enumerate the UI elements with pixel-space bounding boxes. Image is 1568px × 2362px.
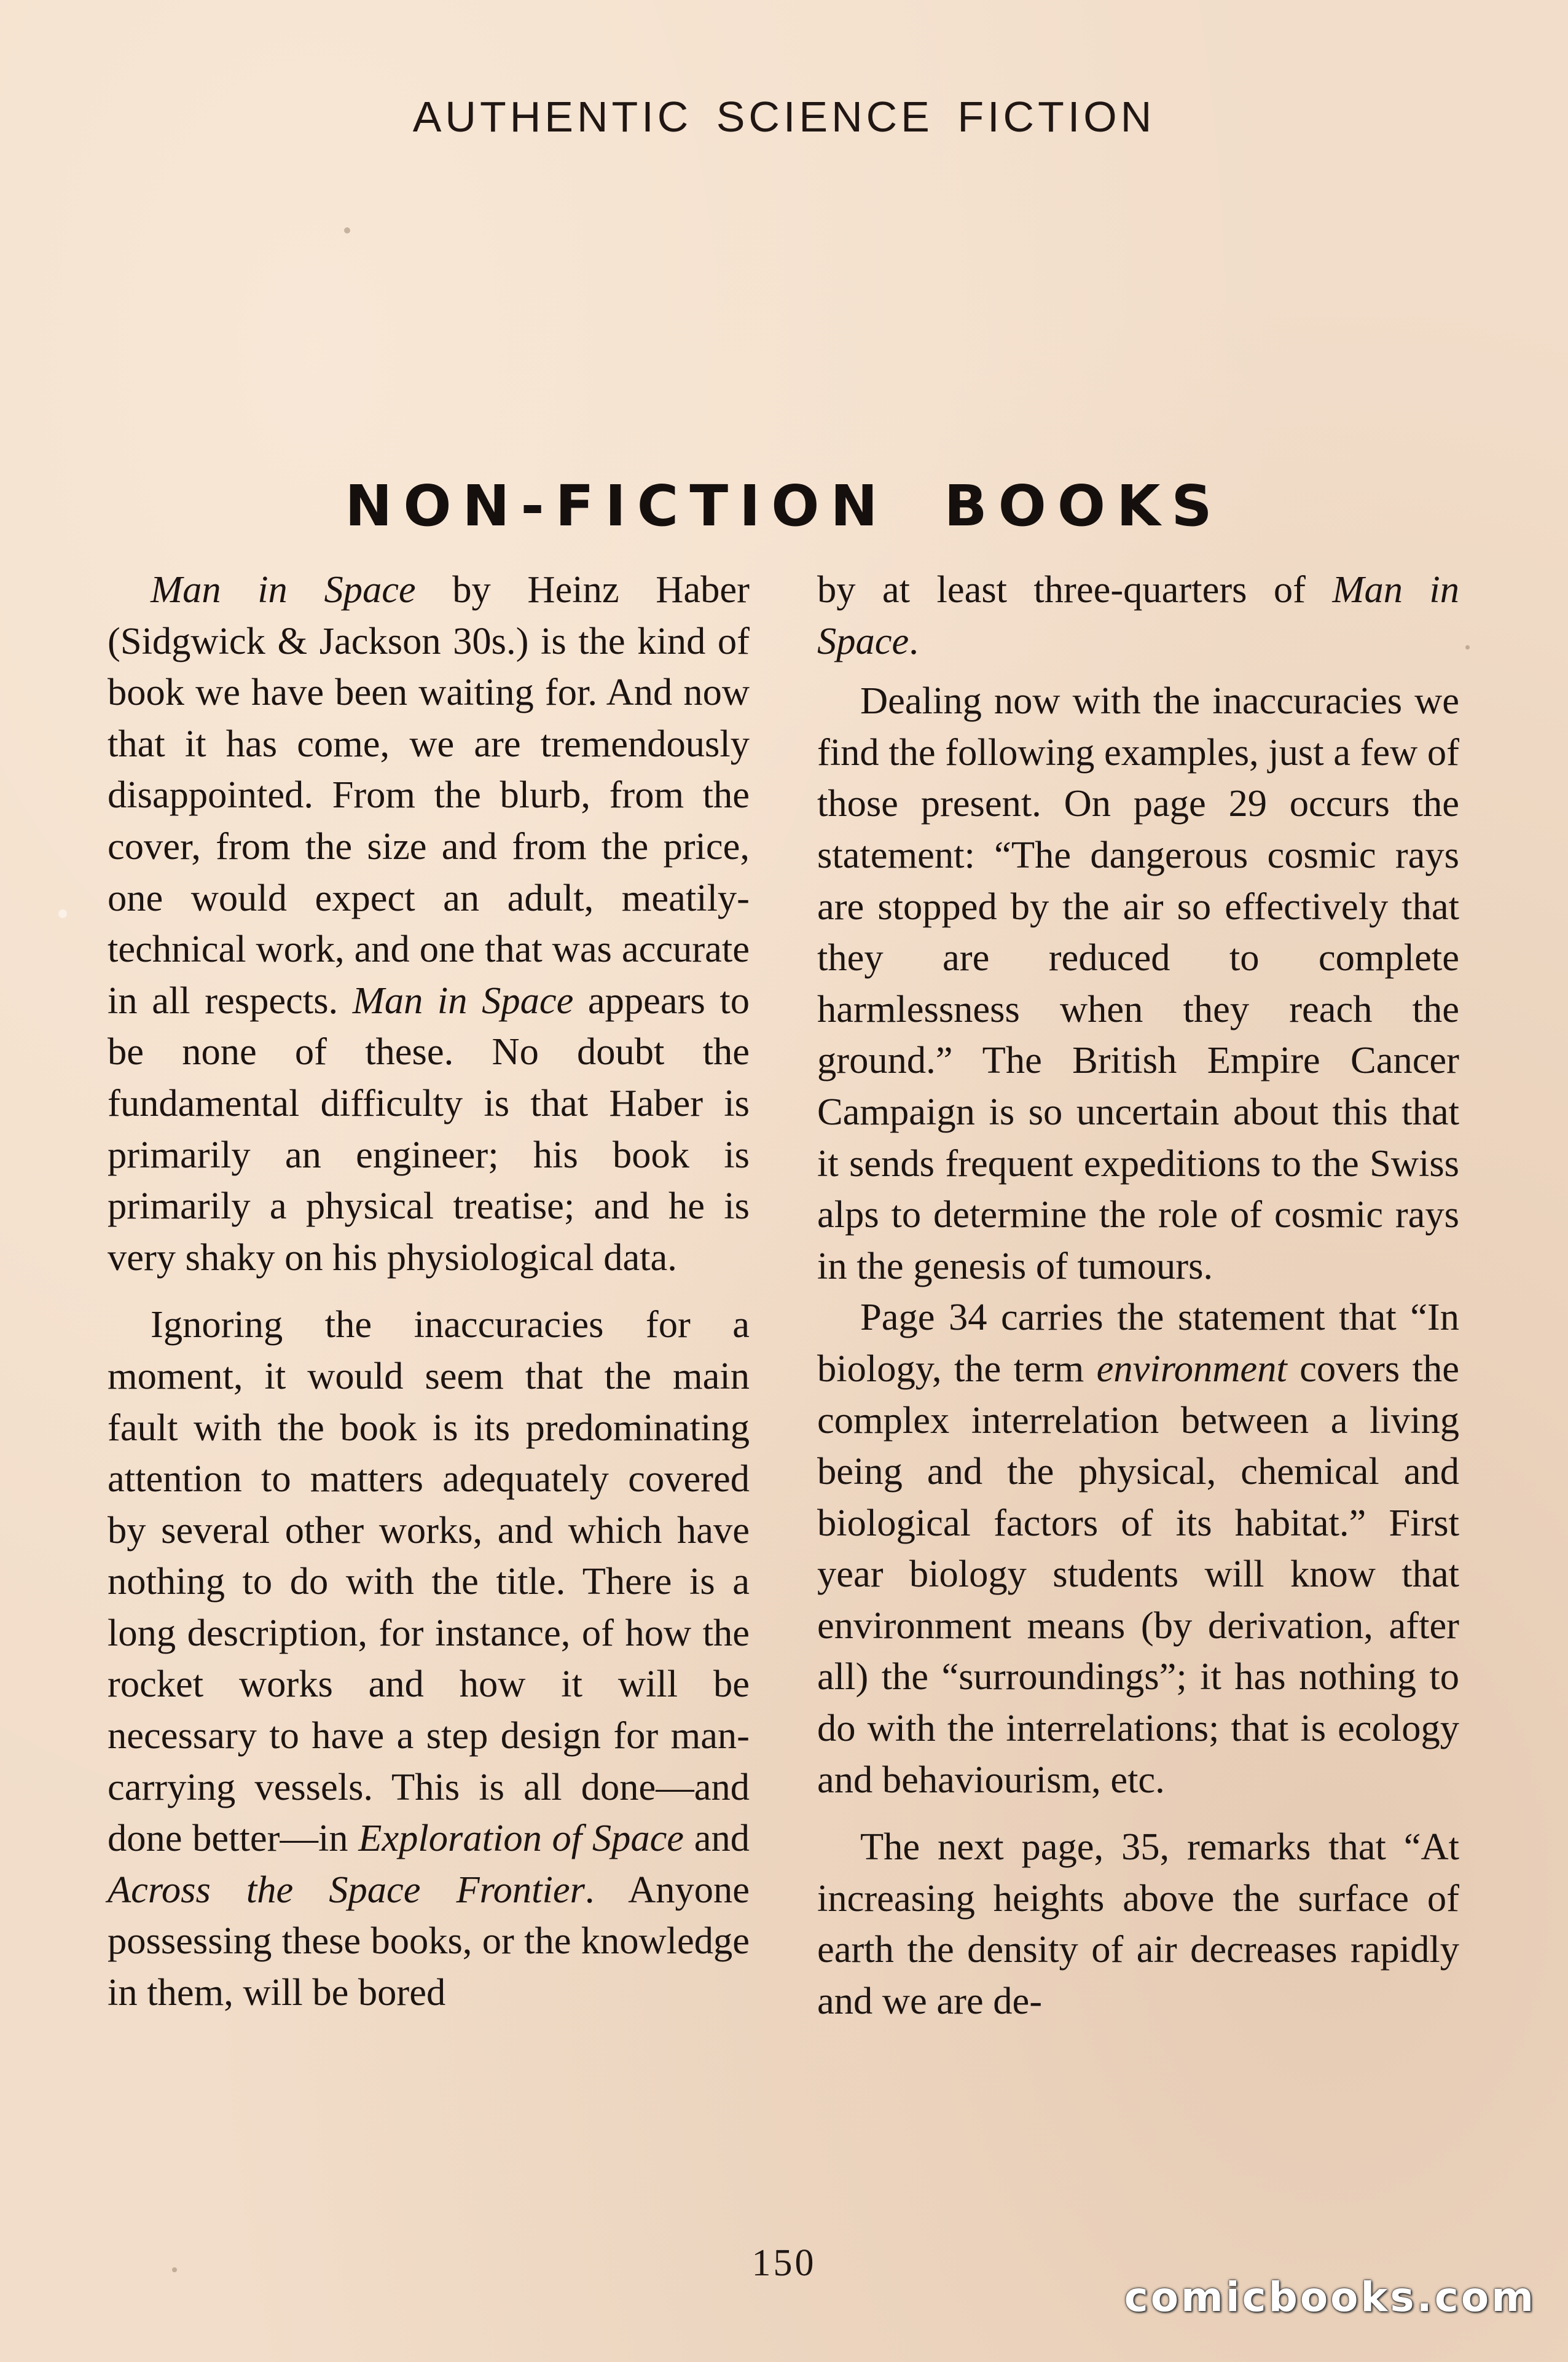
left-column	[108, 564, 750, 2019]
right-column	[817, 564, 1459, 2027]
book-title: Exploration of Space	[358, 1816, 684, 1860]
paragraph-6	[817, 1821, 1459, 2027]
page-number: 150	[751, 2242, 817, 2284]
text-run: .	[909, 619, 919, 662]
watermark: comicbooks.com	[1124, 2274, 1536, 2321]
book-title: Man in Space	[151, 568, 416, 611]
paragraph-4	[817, 675, 1459, 1292]
text-run: Dealing now with the inaccuracies we find the following examples, just a few of those present. On page 29 occurs the statement: “The dangerous cosmic rays are stopped by the air so effectively that they are reduced to complete harmlessness when they reach the ground.” The British Empire Cancer Campaign is so uncertain about this that it sends frequent expeditions to the Swiss alps to determine the role of cosmic rays in the genesis of tumours.	[817, 679, 1459, 1287]
paragraph-1	[108, 564, 750, 1283]
text-run: and	[684, 1816, 750, 1860]
article-title: NON-FICTION BOOKS	[345, 473, 1223, 539]
paragraph-5	[817, 1292, 1459, 1805]
paragraph-2	[108, 1299, 750, 2018]
text-run: covers the complex interrelation between a living being and the physical, chemical and biological factors of its habitat.” First year biology students will know that environment means (by derivation, after all) the “surroundings”; it has nothing to do with the interrelations; that is ecology and behaviourism, etc.	[817, 1346, 1459, 1801]
paragraph-3	[817, 564, 1459, 667]
book-title: Man in Space	[817, 568, 1460, 662]
text-run: Page 34 carries the statement that “In biology, the term	[817, 1295, 1459, 1390]
text-run: The next page, 35, remarks that “At increasing heights above the surface of earth the density of air decreases rapidly and we are de-	[817, 1825, 1459, 2023]
text-run: . Anyone possessing these books, or the knowledge in them, will be bored	[108, 1867, 750, 2014]
book-title: Man in Space	[352, 978, 574, 1022]
paper-speck	[1465, 645, 1470, 649]
italic-term: environment	[1096, 1346, 1287, 1390]
text-run: appears to be none of these. No doubt the fundamental difficulty is that Haber is primarily an engineer; his book is primarily a physical treatise; and he is very shaky on his physiological data.	[108, 978, 750, 1279]
running-head: AUTHENTIC SCIENCE FICTION	[412, 93, 1156, 141]
paper-speck	[58, 909, 67, 918]
text-run: by at least three-quarters of	[817, 568, 1333, 611]
text-run: Ignoring the inaccuracies for a moment, it would seem that the main fault with the book is its predominating attention to matters adequately covered by several other works, and which have nothing to do with the title. There is a long description, for instance, of how the rocket works and how it will be necessary to have a step design for man-carrying vessels. This is all done—and done better—in	[108, 1303, 750, 1860]
paper-speck	[344, 227, 350, 233]
book-title: Across the Space Frontier	[108, 1867, 585, 1911]
paper-speck	[172, 2267, 177, 2272]
text-run: by Heinz Haber (Sidgwick & Jackson 30s.) is the kind of book we have been waiting for. And now that it has come, we are tremendously disappointed. From the blurb, from the cover, from the size and from the price, one would expect an adult, meatily-technical work, and one that was accurate in all respects.	[108, 568, 750, 1022]
